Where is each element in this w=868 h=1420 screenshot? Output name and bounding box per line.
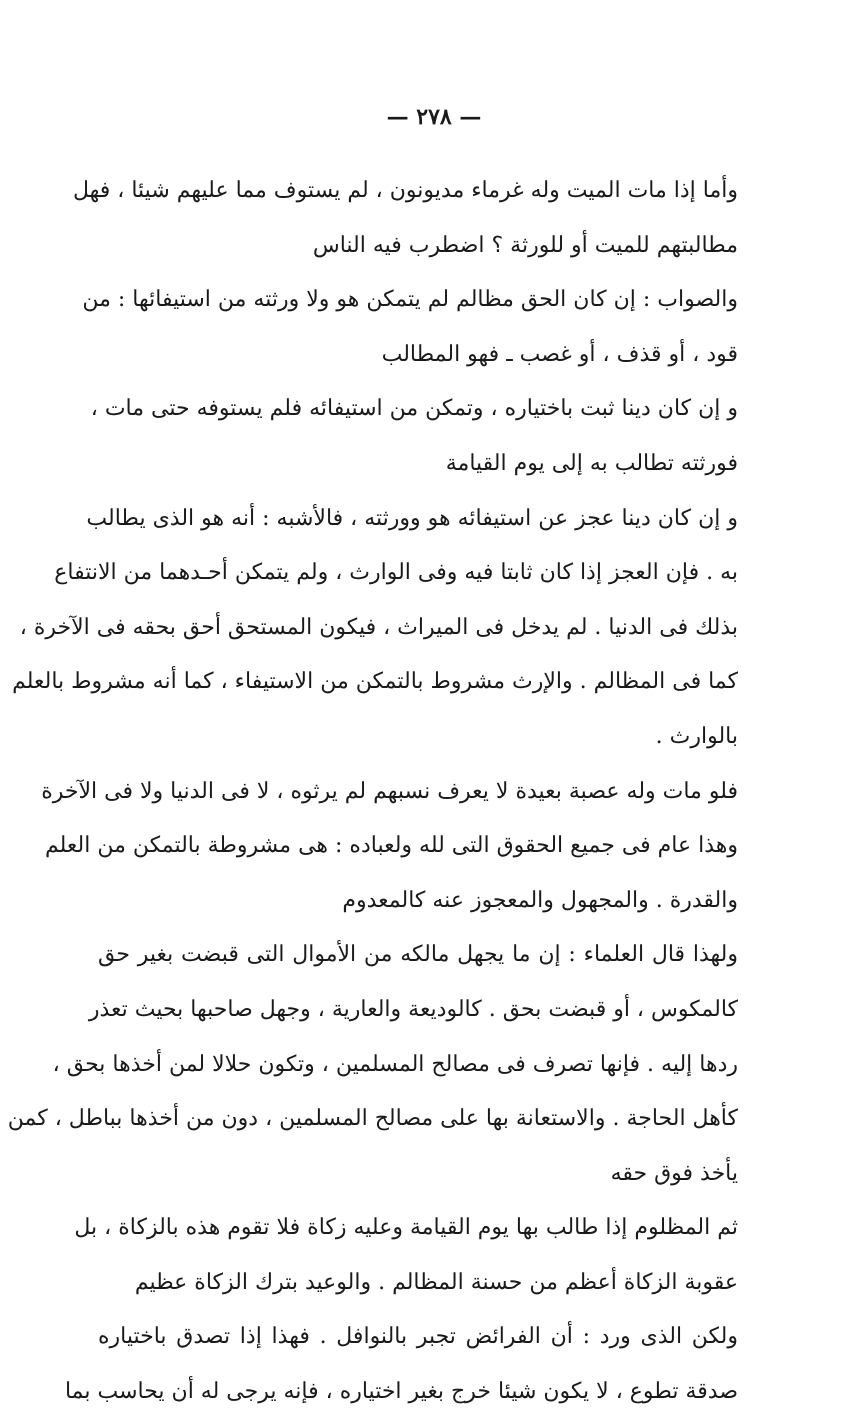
text-line: قود ، أو قذف ، أو غصب ـ فهو المطالب [381,341,738,367]
text-line: ولكن الذى ورد : أن الفرائض تجبر بالنوافل . فهذا إذا تصدق باختياره [98,1324,738,1350]
text-line: بذلك فى الدنيا . لم يدخل فى الميراث ، فيكون المستحق أحق بحقه فى الآخرة ، [19,614,738,640]
text-line: فلو مات وله عصبة بعيدة لا يعرف نسبهم لم يرثوه ، لا فى الدنيا ولا فى الآخرة [41,778,738,804]
text-line: به . فإن العجز إذا كان ثابتا فيه وفى الوارث ، ولم يتمكن أحـدهما من الانتفاع [54,560,738,586]
text-line: والصواب : إن كان الحق مظالم لم يتمكن هو ولا ورثته من استيفائها : من [82,287,738,313]
page-body-text [7,164,738,1420]
text-line: كالمكوس ، أو قبضت بحق . كالوديعة والعارية ، وجهل صاحبها بحيث تعذر [88,996,738,1022]
text-line: ردها إليه . فإنها تصرف فى مصالح المسلمين ، وتكون حلالا لمن أخذها بحق ، [52,1051,738,1077]
page-number: — ٢٧٨ — [386,104,482,130]
text-line: كما فى المظالم . والإرث مشروط بالتمكن من الاستيفاء ، كما أنه مشروط بالعلم [12,669,738,695]
text-line: ولهذا قال العلماء : إن ما يجهل مالكه من الأموال التى قبضت بغير حق [98,942,738,968]
text-line: والقدرة . والمجهول والمعجوز عنه كالمعدوم [342,887,738,913]
text-line: مطالبتهم للميت أو للورثة ؟ اضطرب فيه الناس [312,232,738,258]
text-line: وهذا عام فى جميع الحقوق التى لله ولعباده : هى مشروطة بالتمكن من العلم [44,833,738,859]
text-line: و إن كان دينا عجز عن استيفائه هو وورثته ، فالأشبه : أنه هو الذى يطالب [86,505,738,531]
text-line: بالوارث . [655,723,738,749]
text-line: عقوبة الزكاة أعظم من حسنة المظالم . والوعيد بترك الزكاة عظيم [134,1269,738,1295]
text-line: وأما إذا مات الميت وله غرماء مديونون ، لم يستوف مما عليهم شيئا ، فهل [72,178,738,203]
text-line: ثم المظلوم إذا طالب بها يوم القيامة وعليه زكاة فلا تقوم هذه بالزكاة ، بل [74,1215,738,1241]
text-line: فورثته تطالب به إلى يوم القيامة [445,450,738,476]
text-line: كأهل الحاجة . والاستعانة بها على مصالح المسلمين ، دون من أخذها بباطل ، كمن [7,1106,738,1132]
text-line: يأخذ فوق حقه [610,1160,738,1186]
text-line: و إن كان دينا ثبت باختياره ، وتمكن من استيفائه فلم يستوفه حتى مات ، [90,396,738,422]
text-line: صدقة تطوع ، لا يكون شيئا خرج بغير اختياره ، فإنه يرجى له أن يحاسب بما [64,1379,738,1405]
